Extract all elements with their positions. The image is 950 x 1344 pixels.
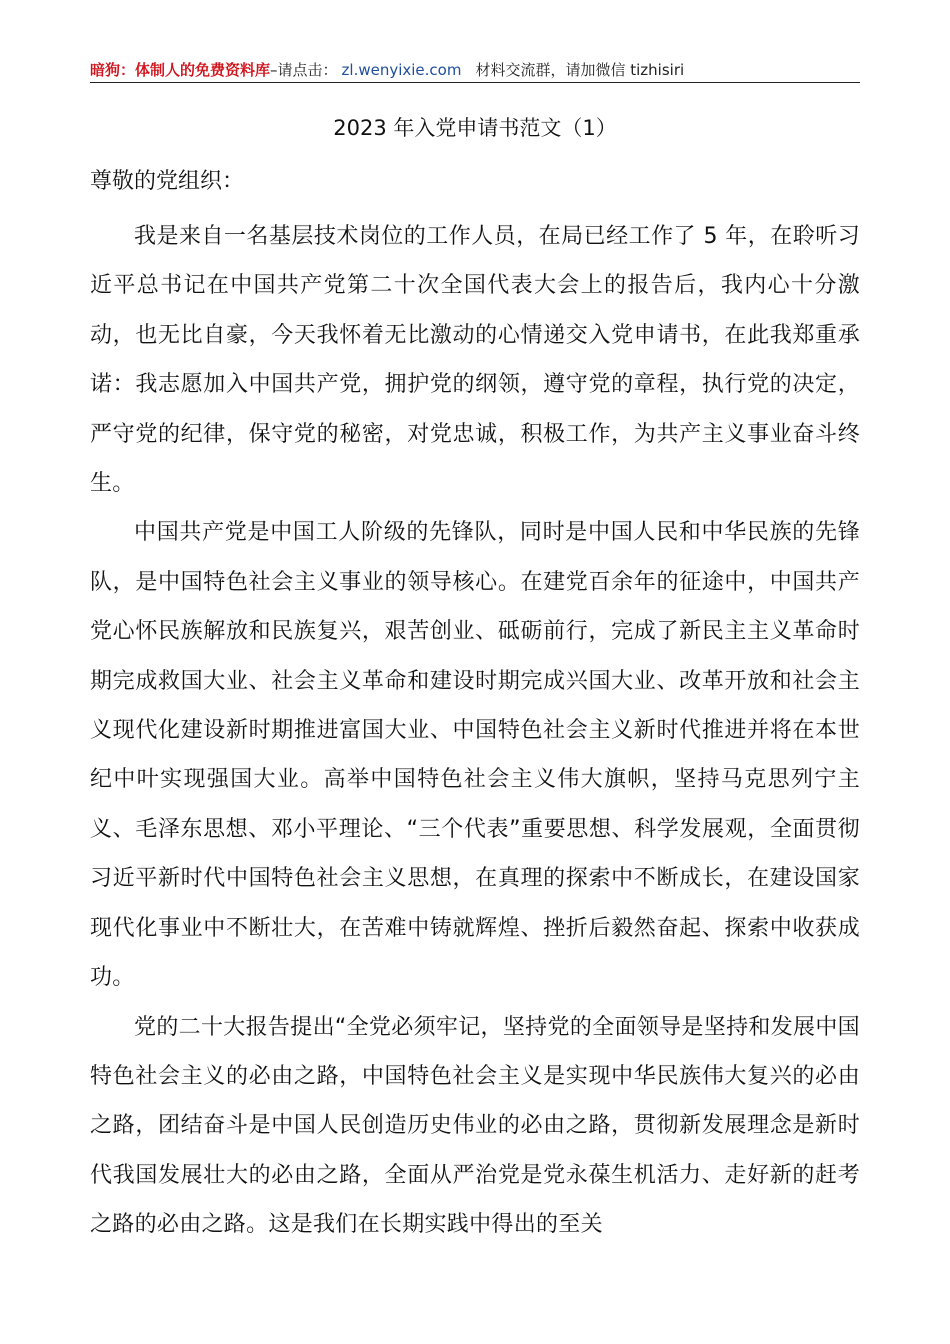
paragraph-3: 党的二十大报告提出“全党必须牢记，坚持党的全面领导是坚持和发展中国特色社会主义的必由之路，中国特色社会主义是实现中华民族伟大复兴的必由之路，团结奋斗是中国人民创造历史伟业的必由之路，贯彻新发展理念是新时代我国发展壮大的必由之路，全面从严治党是党永葆生机活力、走好新的赶考之路的必由之路。这是我们在长期实践中得出的至关 [90, 1014, 860, 1238]
document-title: 2023 年入党申请书范文（1） [333, 116, 617, 140]
header-link[interactable]: zl.wenyixie.com [341, 61, 462, 79]
header-brand: 暗狗：体制人的免费资料库 [90, 61, 271, 79]
paragraph-2: 中国共产党是中国工人阶级的先锋队，同时是中国人民和中华民族的先锋队，是中国特色社会主义事业的领导核心。在建党百余年的征途中，中国共产党心怀民族解放和民族复兴，艰苦创业、砥砺前行，完成了新民主主义革命时期完成救国大业、社会主义革命和建设时期完成兴国大业、改革开放和社会主义现代化建设新时期推进富国大业、中国特色社会主义新时代推进并将在本世纪中叶实现强国大业。高举中国特色社会主义伟大旗帜，坚持马克思列宁主义、毛泽东思想、邓小平理论、“三个代表”重要思想、科学发展观，全面贯彻习近平新时代中国特色社会主义思想，在真理的探索中不断成长，在建设国家现代化事业中不断壮大，在苦难中铸就辉煌、挫折后毅然奋起、探索中收获成功。 [90, 520, 860, 991]
header-click-prompt: –请点击： [270, 61, 338, 79]
header-divider [90, 82, 860, 83]
page-header [90, 58, 860, 82]
header-note: 材料交流群，请加微信 tizhisiri [475, 61, 685, 79]
document-body [90, 212, 860, 1250]
salutation: 尊敬的党组织： [90, 169, 245, 194]
paragraph-1: 我是来自一名基层技术岗位的工作人员，在局已经工作了 5 年，在聆听习近平总书记在中国共产党第二十次全国代表大会上的报告后，我内心十分激动，也无比自豪，今天我怀着无比激动的心情递交入党申请书，在此我郑重承诺：我志愿加入中国共产党，拥护党的纲领，遵守党的章程，执行党的决定，严守党的纪律，保守党的秘密，对党忠诚，积极工作，为共产主义事业奋斗终生。 [90, 224, 860, 497]
